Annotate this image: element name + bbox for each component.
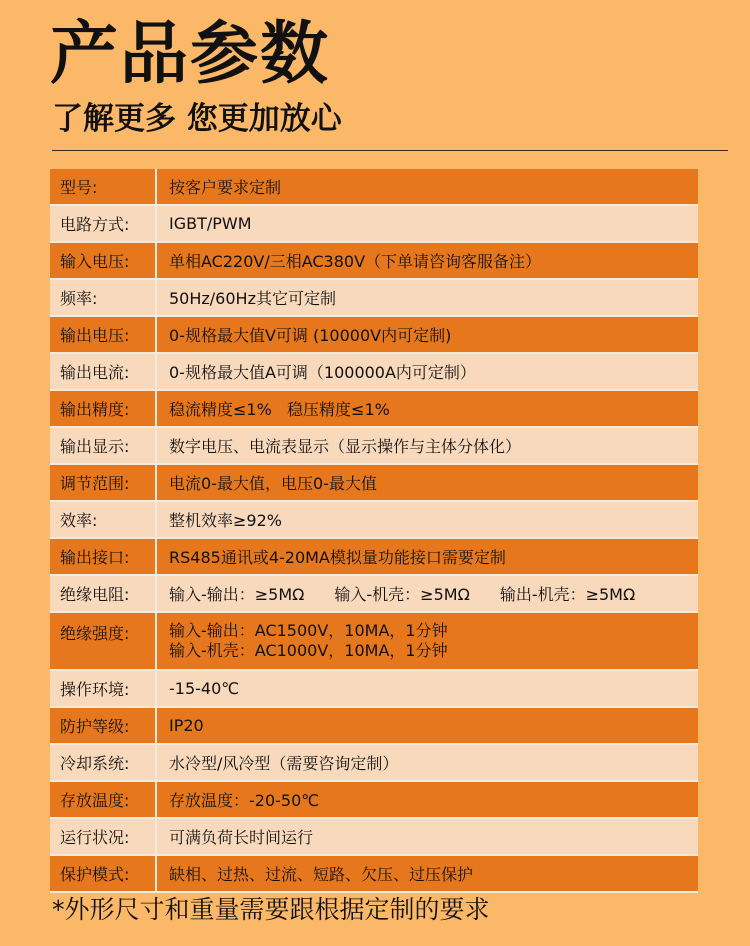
- spec-label: 绝缘强度:: [50, 613, 157, 669]
- spec-value: 按客户要求定制: [157, 169, 698, 204]
- divider: [52, 150, 728, 151]
- table-row: [50, 280, 698, 317]
- page-subtitle: 了解更多 您更加放心: [52, 101, 342, 137]
- table-row: [50, 317, 698, 354]
- table-row: [50, 613, 698, 671]
- spec-value: -15-40℃: [157, 671, 698, 706]
- spec-label: 电路方式:: [50, 206, 157, 241]
- table-row: [50, 354, 698, 391]
- spec-label: 防护等级:: [50, 708, 157, 743]
- spec-label: 输出电流:: [50, 354, 157, 389]
- spec-value: IGBT/PWM: [157, 206, 698, 241]
- table-row: [50, 391, 698, 428]
- spec-label: 输入电压:: [50, 243, 157, 278]
- table-row: [50, 243, 698, 280]
- spec-value: 存放温度：-20-50℃: [157, 782, 698, 817]
- spec-value: 0-规格最大值V可调 (10000V内可定制): [157, 317, 698, 352]
- table-row: [50, 465, 698, 502]
- spec-value: 单相AC220V/三相AC380V（下单请咨询客服备注）: [157, 243, 698, 278]
- table-row: [50, 745, 698, 782]
- table-row: [50, 671, 698, 708]
- spec-value: IP20: [157, 708, 698, 743]
- table-row: [50, 708, 698, 745]
- spec-value-line: 输入-输出：AC1500V，10MA，1分钟: [169, 621, 448, 640]
- spec-label: 输出显示:: [50, 428, 157, 463]
- table-row: [50, 169, 698, 206]
- spec-table: [50, 169, 698, 893]
- footer-note: *外形尺寸和重量需要跟根据定制的要求: [52, 895, 490, 924]
- spec-label: 输出精度:: [50, 391, 157, 426]
- spec-label: 输出电压:: [50, 317, 157, 352]
- spec-value: 水冷型/风冷型（需要咨询定制）: [157, 745, 698, 780]
- spec-label: 绝缘电阻:: [50, 576, 157, 611]
- spec-label: 型号:: [50, 169, 157, 204]
- table-row: [50, 856, 698, 893]
- page-title: 产品参数: [50, 15, 331, 94]
- spec-label: 运行状况:: [50, 819, 157, 854]
- spec-value: 可满负荷长时间运行: [157, 819, 698, 854]
- spec-value: 整机效率≥92%: [157, 502, 698, 537]
- spec-value-part: 输出-机壳：≥5MΩ: [499, 585, 636, 604]
- spec-value: RS485通讯或4-20MA模拟量功能接口需要定制: [157, 539, 698, 574]
- spec-value: 缺相、过热、过流、短路、欠压、过压保护: [157, 856, 698, 891]
- spec-label: 存放温度:: [50, 782, 157, 817]
- table-row: [50, 819, 698, 856]
- table-row: [50, 539, 698, 576]
- table-row: [50, 428, 698, 465]
- spec-value-line: 输入-机壳：AC1000V，10MA，1分钟: [169, 641, 448, 660]
- spec-value: [157, 613, 698, 669]
- spec-value: 电流0-最大值，电压0-最大值: [157, 465, 698, 500]
- table-row: [50, 782, 698, 819]
- spec-label: 输出接口:: [50, 539, 157, 574]
- spec-value: 稳流精度≤1% 稳压精度≤1%: [157, 391, 698, 426]
- spec-value: [157, 576, 698, 611]
- spec-label: 效率:: [50, 502, 157, 537]
- spec-label: 操作环境:: [50, 671, 157, 706]
- table-row: [50, 576, 698, 613]
- spec-label: 调节范围:: [50, 465, 157, 500]
- spec-value: 50Hz/60Hz其它可定制: [157, 280, 698, 315]
- spec-value-part: 输入-输出：≥5MΩ: [169, 585, 305, 604]
- table-row: [50, 502, 698, 539]
- spec-label: 频率:: [50, 280, 157, 315]
- spec-value-part: 输入-机壳：≥5MΩ: [334, 585, 470, 604]
- spec-label: 保护模式:: [50, 856, 157, 891]
- spec-value: 0-规格最大值A可调（100000A内可定制）: [157, 354, 698, 389]
- spec-label: 冷却系统:: [50, 745, 157, 780]
- spec-value: 数字电压、电流表显示（显示操作与主体分体化）: [157, 428, 698, 463]
- table-row: [50, 206, 698, 243]
